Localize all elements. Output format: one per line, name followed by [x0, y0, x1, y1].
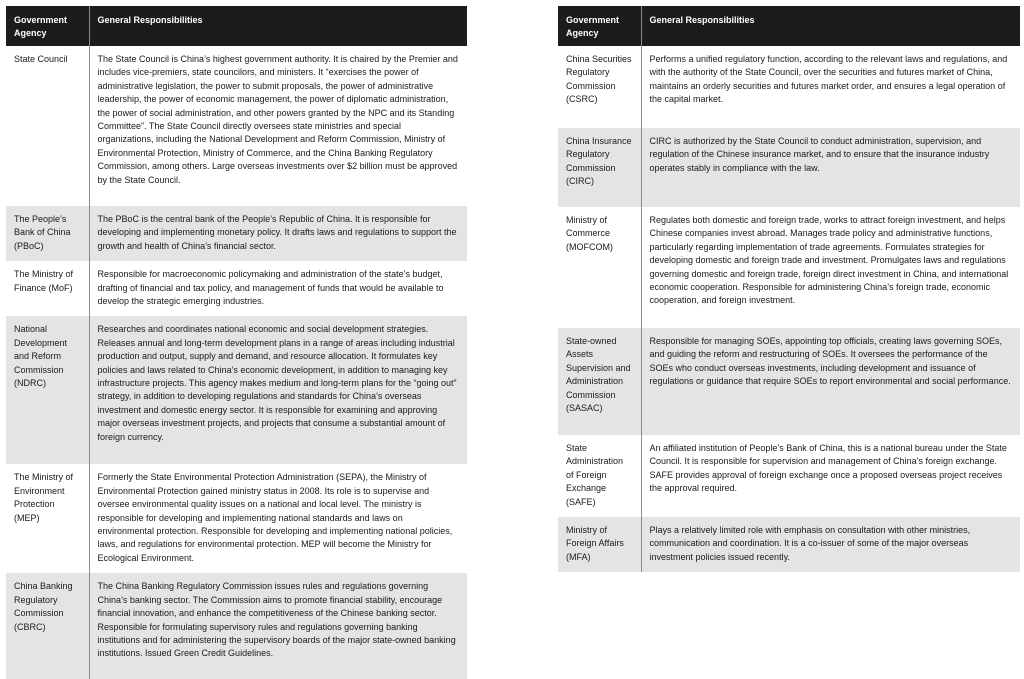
- table-row: [558, 328, 1020, 435]
- agency-cell: China Securities Regulatory Commission (CSRC): [558, 46, 641, 128]
- responsibilities-cell: Formerly the State Environmental Protection Administration (SEPA), the Ministry of Environmental Protection gained ministry status in 2008. Its role is to supervise and oversee environmental quality issues on a national and local level. The ministry is responsible for developing and implementing national standards and laws on environmental protection. Responsible for developing and implementing national policies, laws, and regulations for environmental protection. MEP will become the Ministry for Ecological Environment.: [97, 472, 453, 563]
- responsibilities-table-right: [558, 6, 1020, 572]
- agency-cell: Ministry of Commerce (MOFCOM): [558, 207, 641, 328]
- table-row: [6, 464, 467, 573]
- table-row: [558, 517, 1020, 572]
- table-row: [558, 207, 1020, 328]
- table-row: [558, 46, 1020, 128]
- responsibilities-cell: Responsible for macroeconomic policymaking and administration of the state’s budget, drafting of financial and tax policy, and management of funds that would be available to develop the strategic emerging industries.: [97, 269, 444, 307]
- responsibilities-cell: The PBoC is the central bank of the People’s Republic of China. It is responsible for developing and implementing monetary policy. It drafts laws and regulations to support the growth and health of China’s financial sector.: [89, 206, 467, 261]
- agency-cell: Ministry of Foreign Affairs (MFA): [558, 517, 641, 572]
- responsibilities-column-header: General Responsibilities: [89, 6, 467, 46]
- responsibilities-cell: Plays a relatively limited role with emphasis on consultation with other ministries, communication and coordination. It is a co-issuer of some of the major overseas investment policies issued recently.: [641, 517, 1020, 572]
- responsibilities-cell: The State Council is China’s highest government authority. It is chaired by the Premier and includes vice-premiers, state councilors, and ministers. It “exercises the power of administrative legislation, the power to submit proposals, the power of administrative leadership, the power of economic management, the power of diplomatic administration, the power of social administration, and other powers granted by the NPC and its Standing Committee”. The State Council directly oversees state ministries and special organizations, including the National Development and Reform Commission, Ministry of Environmental Protection, Ministry of Commerce, and the China Banking Regulatory Commission, among others. Large overseas investments over $2 billion must be approved by the State Council.: [97, 54, 458, 185]
- table-row: [6, 46, 467, 206]
- responsibilities-column-header: General Responsibilities: [641, 6, 1020, 46]
- agency-column-header: Government Agency: [6, 6, 89, 46]
- table-header-row: [558, 6, 1020, 46]
- agency-cell: National Development and Reform Commission (NDRC): [6, 316, 89, 464]
- responsibilities-table-left: [6, 6, 467, 679]
- agency-cell: China Banking Regulatory Commission (CBRC): [6, 573, 89, 679]
- table-row: [6, 316, 467, 464]
- agency-cell: State-owned Assets Supervision and Administration Commission (SASAC): [558, 328, 641, 435]
- responsibilities-cell: Responsible for managing SOEs, appointing top officials, creating laws governing SOEs, and guiding the reform and restructuring of SOEs. It oversees the performance of the SOEs who conduct overseas investments, including development and issuance of regulations or guidance that require SOEs to report environmental and social performance.: [641, 328, 1020, 435]
- agency-cell: The Ministry of Finance (MoF): [6, 261, 89, 316]
- table-row: [6, 573, 467, 679]
- agency-cell: The Ministry of Environment Protection (MEP): [6, 464, 89, 573]
- agency-cell: The People’s Bank of China (PBoC): [6, 206, 89, 261]
- table-header-row: [6, 6, 467, 46]
- responsibilities-cell: The China Banking Regulatory Commission issues rules and regulations governing China’s banking sector. The Commission aims to promote financial stability, encourage financial innovation, and enhance the competitiveness of the Chinese banking sector. Responsible for formulating supervisory rules and regulations governing banking institutions and for administering the supervisory boards of the major state-owned banking institutions. Issued Green Credit Guidelines.: [89, 573, 467, 679]
- responsibilities-cell: CIRC is authorized by the State Council to conduct administration, supervision, and regulation of the Chinese insurance market, and to ensure that the insurance industry operates stably in compliance with the law.: [641, 128, 1020, 207]
- agency-cell: State Administration of Foreign Exchange (SAFE): [558, 435, 641, 517]
- responsibilities-cell: Researches and coordinates national economic and social development strategies. Releases annual and long-term development plans in a range of areas including industrial production and output, supply and demand, and resource allocation. It formulates key policies and laws related to China’s economic development, in addition to managing key infrastructure projects. This agency makes medium and long-term plans for the “going out” strategy, in addition to developing regulations and standards for China’s overseas investment and domestic energy sector. It is responsible for examining and approving major overseas investment projects, and projects that consume a substantial amount of foreign currency.: [89, 316, 467, 464]
- agency-column-header: Government Agency: [558, 6, 641, 46]
- agency-cell: State Council: [6, 46, 89, 206]
- responsibilities-cell: Performs a unified regulatory function, according to the relevant laws and regulations, and with the authority of the State Council, over the securities and futures market of China, maintains an orderly securities and futures market order, and ensures a legal operation of the capital market.: [649, 54, 1008, 105]
- responsibilities-cell: Regulates both domestic and foreign trade, works to attract foreign investment, and helps Chinese companies invest abroad. Manages trade policy and administrative functions, particularly regarding implementation of trade agreements. Formulates strategies for developing domestic and foreign trade and investment. Promulgates laws and regulations governing domestic and foreign trade, foreign direct investment in China, and international economic cooperation. Responsible for administering China’s foreign trade, economic cooperation, and foreign investment.: [649, 215, 1009, 306]
- agency-cell: China Insurance Regulatory Commission (CIRC): [558, 128, 641, 207]
- responsibilities-cell: An affiliated institution of People’s Bank of China, this is a national bureau under the State Council. It is responsible for supervision and management of China’s foreign exchange. SAFE provides approval of foreign exchange once a proposed overseas project receives the approval required.: [649, 443, 1007, 494]
- table-row: [6, 261, 467, 316]
- table-row: [6, 206, 467, 261]
- table-row: [558, 128, 1020, 207]
- table-row: [558, 435, 1020, 517]
